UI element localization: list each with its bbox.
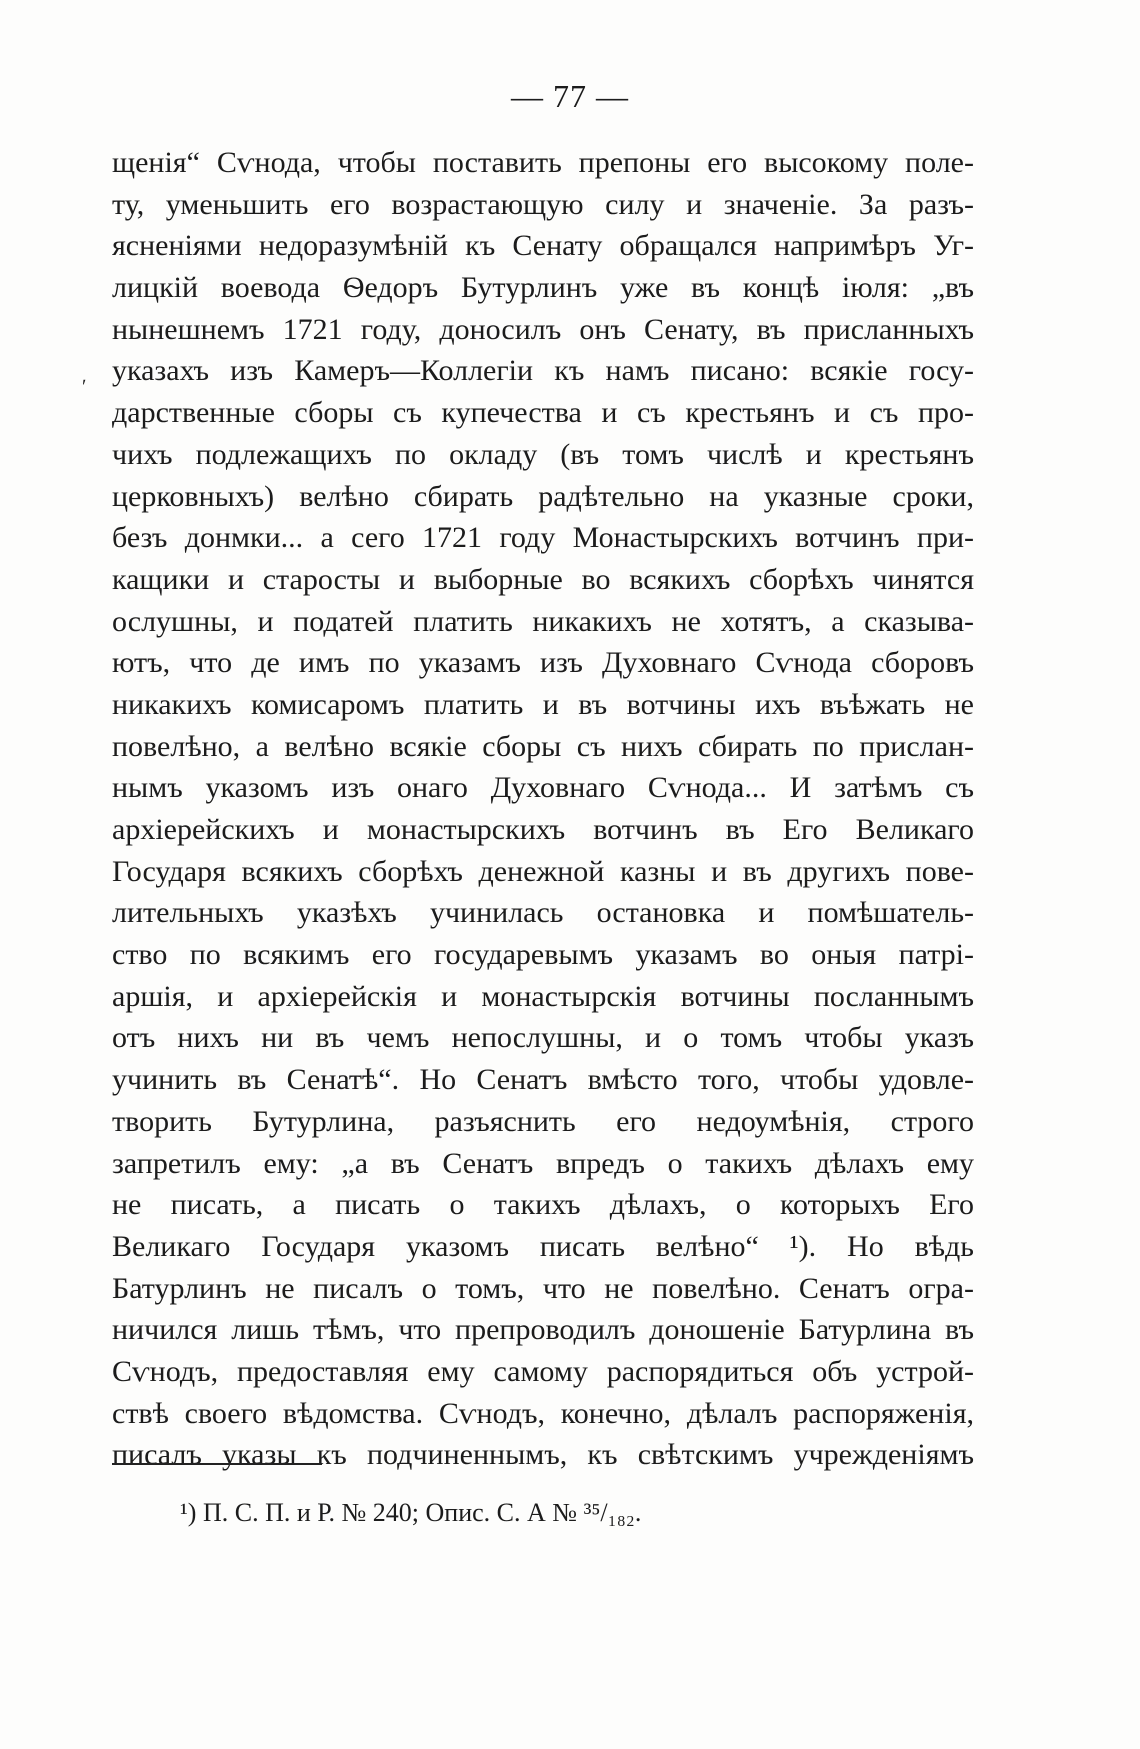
text-line: церковныхъ) велѣно сбирать радѣтельно на указные сроки,	[112, 479, 974, 513]
text-line: писалъ указы къ подчиненнымъ, къ свѣтскимъ учрежденіямъ	[112, 1438, 974, 1472]
page-number: — 77 —	[511, 78, 629, 114]
text-line: Великаго Государя указомъ писать велѣно“ ¹). Но вѣдь	[112, 1229, 974, 1263]
text-line: нымъ указомъ изъ онаго Духовнаго Сѵнода... И затѣмъ съ	[112, 771, 974, 805]
text-line: ослушны, и податей платить никакихъ не хотятъ, а сказыва-	[112, 604, 974, 638]
text-line: повелѣно, а велѣно всякіе сборы съ нихъ сбирать по прислан-	[112, 729, 974, 763]
text-line: ство по всякимъ его государевымъ указамъ во оныя патрі-	[112, 938, 974, 972]
footnote-divider	[112, 1463, 322, 1465]
margin-mark: ʹ	[82, 376, 87, 398]
text-line: чихъ подлежащихъ по окладу (въ томъ числѣ и крестьянъ	[112, 437, 974, 471]
text-line: лительныхъ указѣхъ учинилась остановка и помѣшатель-	[112, 896, 974, 930]
text-line: аршія, и архіерейскія и монастырскія вотчины посланнымъ	[112, 979, 974, 1013]
body-text	[112, 142, 974, 1476]
text-line: Батурлинъ не писалъ о томъ, что не повелѣно. Сенатъ огра-	[112, 1271, 974, 1305]
text-line: дарственные сборы съ купечества и съ крестьянъ и съ про-	[112, 396, 974, 430]
text-line: ютъ, что де имъ по указамъ изъ Духовнаго Сѵнода сборовъ	[112, 646, 974, 680]
text-line: не писать, а писать о такихъ дѣлахъ, о которыхъ Его	[112, 1188, 974, 1222]
text-line: никакихъ комисаромъ платить и въ вотчины ихъ въѣжать не	[112, 687, 974, 721]
text-line: архіерейскихъ и монастырскихъ вотчинъ въ Его Великаго	[112, 813, 974, 846]
text-line: ясненіями недоразумѣній къ Сенату обращался напримѣръ Уг-	[112, 229, 974, 263]
text-line: запретилъ ему: „а въ Сенатъ впредъ о такихъ дѣлахъ ему	[112, 1146, 974, 1180]
text-line: указахъ изъ Камеръ—Коллегіи къ намъ писано: всякіе госу-	[112, 354, 974, 388]
text-line: учинить въ Сенатѣ“. Но Сенатъ вмѣсто того, чтобы удовле-	[112, 1063, 974, 1097]
text-line: Сѵнодъ, предоставляя ему самому распорядиться объ устрой-	[112, 1354, 974, 1388]
text-line: ничился лишь тѣмъ, что препроводилъ доношеніе Батурлина въ	[112, 1313, 974, 1347]
text-line: щенія“ Сѵнода, чтобы поставить препоны его высокому поле-	[112, 146, 974, 179]
text-line: кащики и старосты и выборные во всякихъ сборѣхъ чинятся	[112, 562, 974, 596]
text-line: лицкій воевода Ѳедоръ Бутурлинъ уже въ концѣ іюля: „въ	[112, 271, 974, 305]
text-line: отъ нихъ ни въ чемъ непослушны, и о томъ чтобы указъ	[112, 1021, 974, 1055]
footnote: ¹) П. С. П. и Р. № 240; Опис. С. А № ³⁵/₁₈₂.	[180, 1498, 642, 1527]
text-line: творить Бутурлина, разъяснить его недоумѣнія, строго	[112, 1104, 974, 1138]
text-line: нынешнемъ 1721 году, доносилъ онъ Сенату, въ присланныхъ	[112, 312, 974, 346]
text-line: ту, уменьшить его возрастающую силу и значеніе. За разъ-	[112, 187, 974, 221]
text-line: ствѣ своего вѣдомства. Сѵнодъ, конечно, дѣлалъ распоряженія,	[112, 1396, 974, 1430]
text-line: Государя всякихъ сборѣхъ денежной казны и въ другихъ пове-	[112, 854, 974, 888]
text-line: безъ донмки... а сего 1721 году Монастырскихъ вотчинъ при-	[112, 521, 974, 555]
